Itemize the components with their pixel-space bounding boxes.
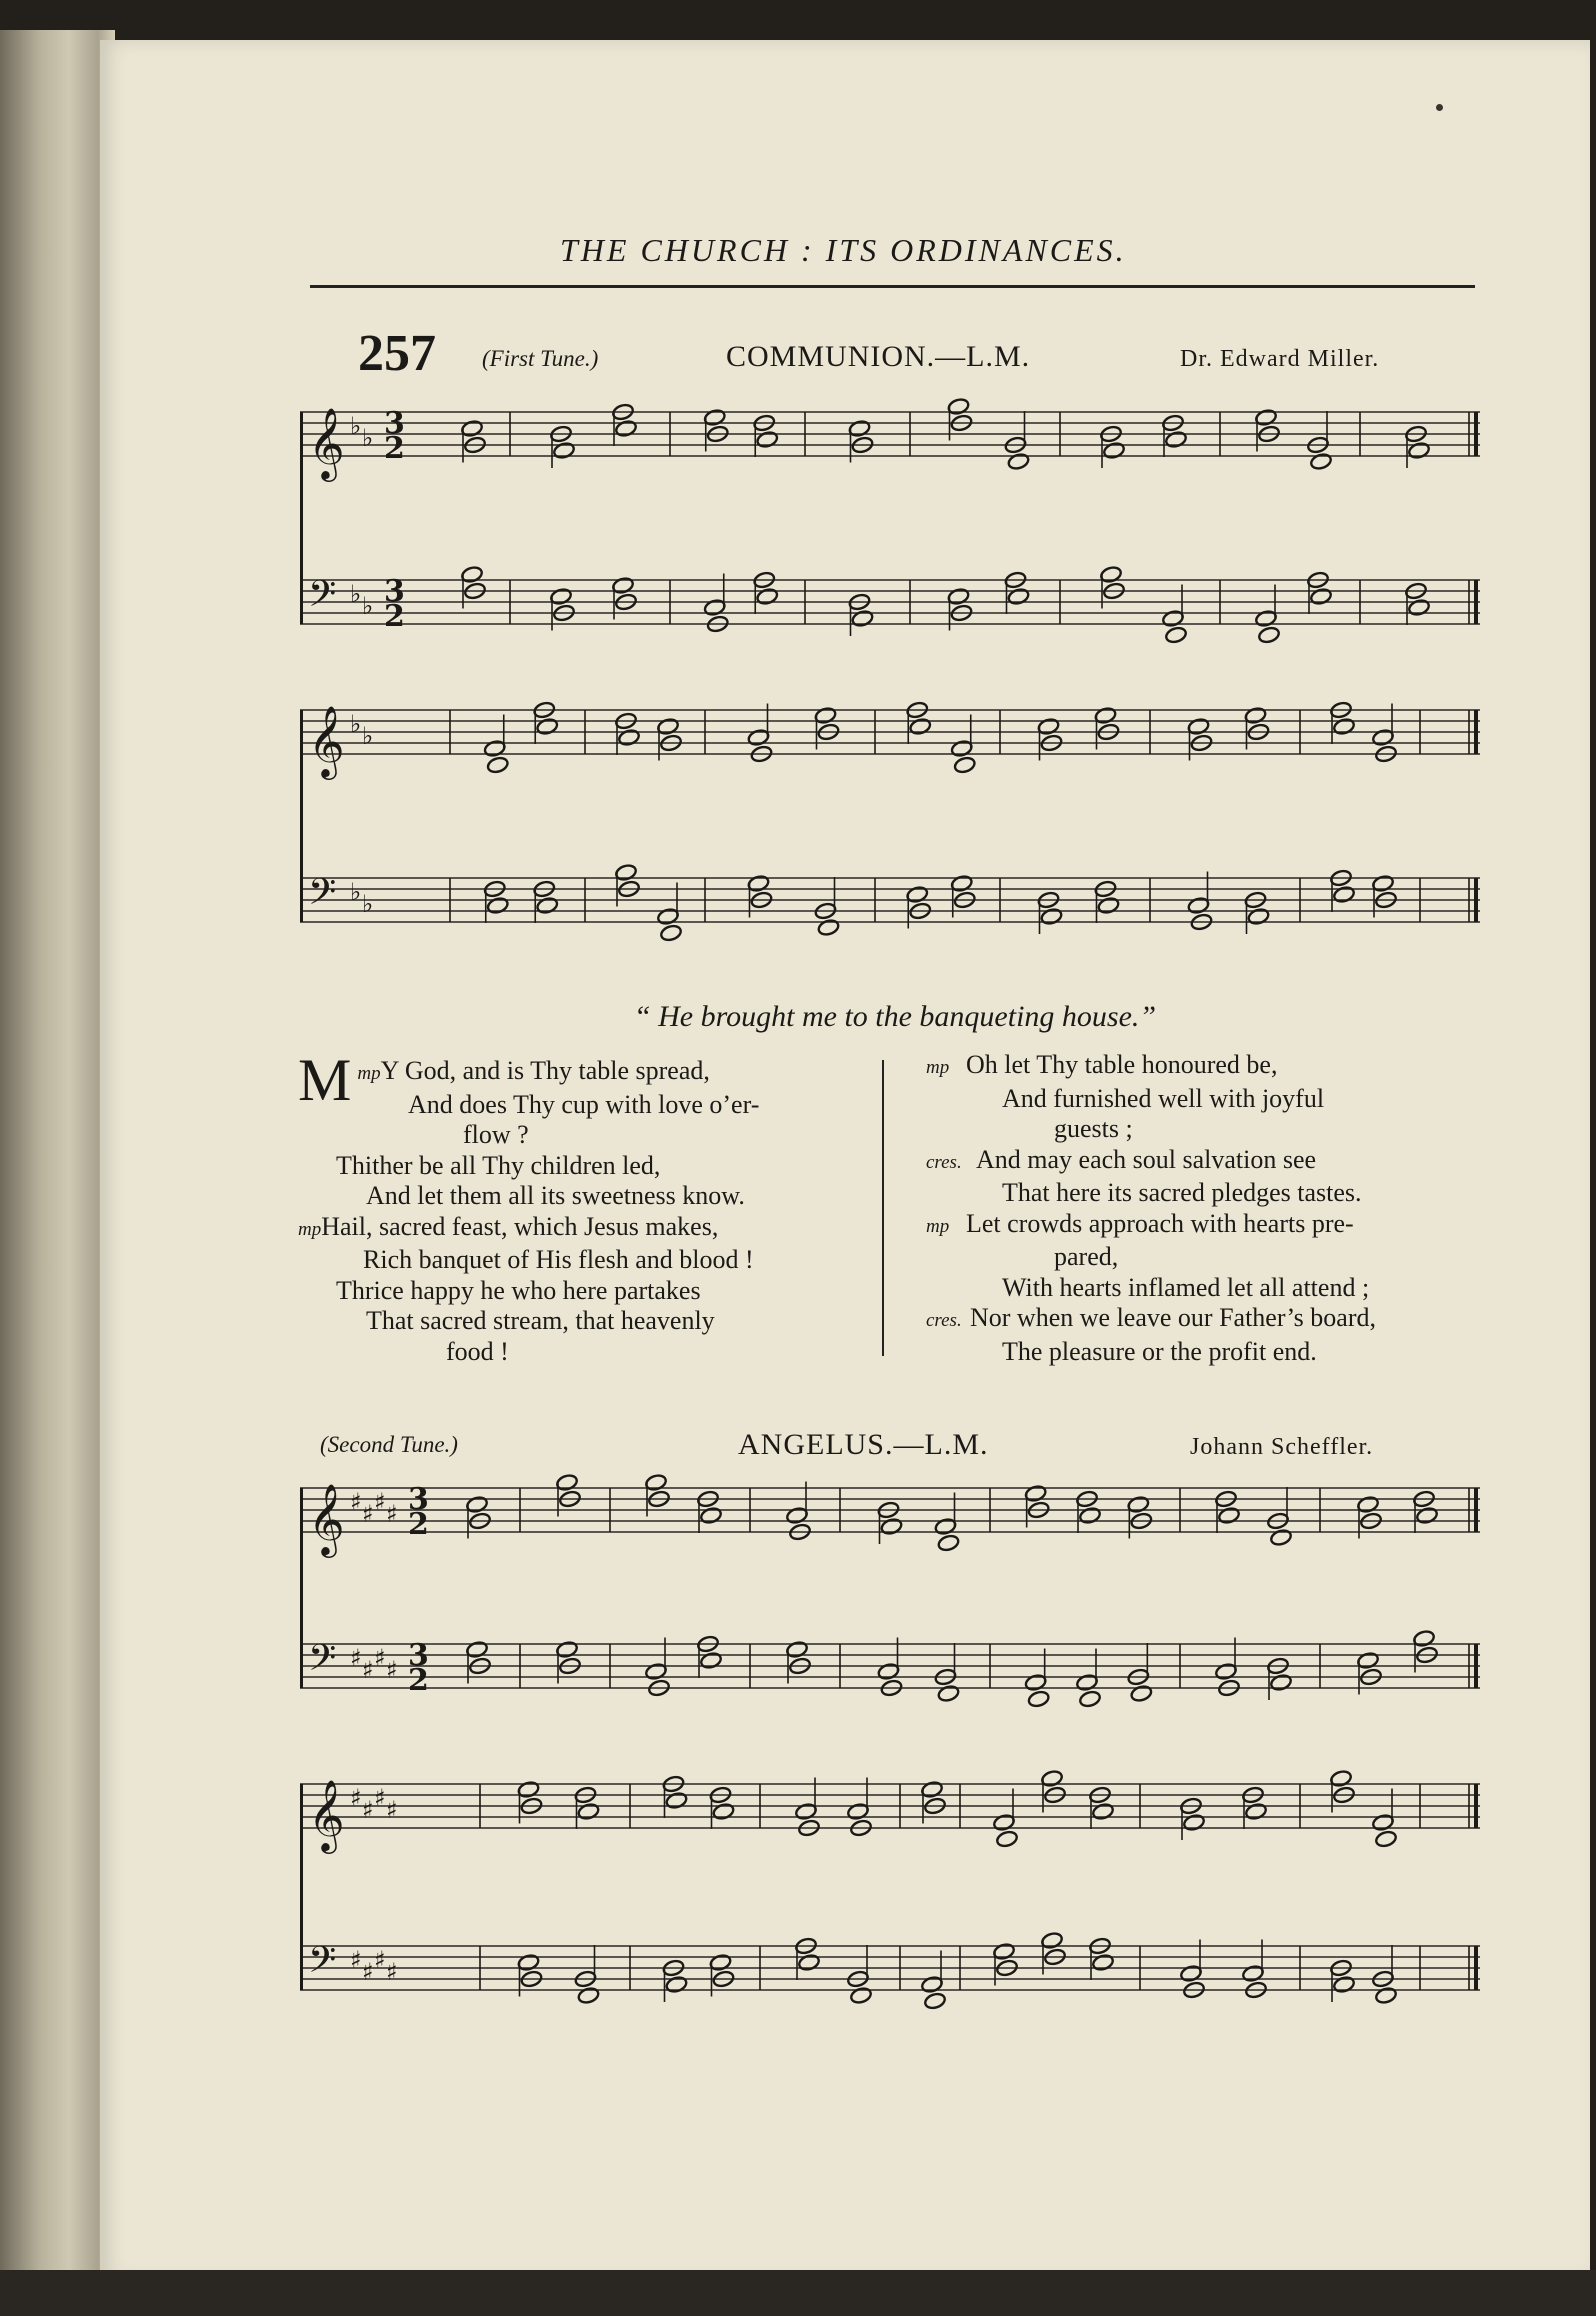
note-head <box>1244 706 1267 725</box>
sharp-sign-icon: ♯ <box>350 1946 362 1974</box>
note-head <box>747 728 770 747</box>
time-signature-top: 3 <box>408 1482 429 1517</box>
verse-line: Rich banquet of His flesh and blood ! <box>363 1245 754 1274</box>
note-head <box>1332 717 1355 736</box>
note-head <box>1374 1830 1397 1849</box>
verse-motto: “ He brought me to the banqueting house.” <box>633 1000 1157 1033</box>
note-head <box>614 863 637 882</box>
flat-sign-icon: ♭ <box>350 878 362 906</box>
note-head <box>1091 1953 1114 1972</box>
verse-line: cres. Nor when we leave our Father’s board, <box>926 1303 1376 1337</box>
note-head <box>617 728 640 747</box>
note-head <box>849 1986 872 2005</box>
note-head <box>1332 1975 1355 1994</box>
sharp-sign-icon: ♯ <box>386 1796 398 1824</box>
note-head <box>756 587 779 606</box>
dynamic-marking: mp <box>298 1218 322 1240</box>
note-head <box>950 739 973 758</box>
note-head <box>517 1953 540 1972</box>
note-head <box>1407 441 1430 460</box>
verse-line: food ! <box>446 1336 509 1366</box>
note-head <box>1407 598 1430 617</box>
note-head <box>1040 907 1063 926</box>
note-head <box>1247 907 1270 926</box>
note-head <box>1182 1813 1205 1832</box>
sharp-sign-icon: ♯ <box>386 1656 398 1684</box>
note-head <box>1309 587 1332 606</box>
note-head <box>577 1802 600 1821</box>
sharp-sign-icon: ♯ <box>386 1500 398 1528</box>
time-signature-bottom: 2 <box>384 599 405 634</box>
verses-left-column <box>298 1047 760 1367</box>
note-head <box>950 874 973 893</box>
bass-clef-icon: 𝄢 <box>308 1939 337 1990</box>
flat-sign-icon: ♭ <box>350 412 362 440</box>
flat-sign-icon: ♭ <box>362 722 374 750</box>
verse-line: flow ? <box>463 1120 529 1149</box>
verse-line: guests ; <box>1054 1114 1133 1143</box>
note-head <box>1217 1506 1240 1525</box>
verse-line: cres. And may each soul salvation see <box>926 1145 1376 1179</box>
book-cover-edge <box>0 2270 1596 2316</box>
note-head <box>1164 430 1187 449</box>
note-head <box>1007 587 1030 606</box>
sharp-sign-icon: ♯ <box>374 1488 386 1516</box>
note-head <box>995 1830 1018 1849</box>
note-head <box>1094 706 1117 725</box>
note-head <box>699 1506 722 1525</box>
note-head <box>644 1662 667 1681</box>
note-head <box>1097 896 1120 915</box>
note-head <box>937 1684 960 1703</box>
page-header-title: THE CHURCH : ITS ORDINANCES. <box>560 232 1127 268</box>
note-head <box>920 1780 943 1799</box>
note-head <box>1187 896 1210 915</box>
verse-line: And does Thy cup with love o’er- <box>408 1089 760 1119</box>
note-head <box>1027 1690 1050 1709</box>
note-head <box>1412 1629 1435 1648</box>
note-head <box>797 1953 820 1972</box>
note-head <box>992 1942 1015 1961</box>
note-head <box>1329 1769 1352 1788</box>
verse-line: And let them all its sweetness know. <box>366 1181 745 1210</box>
note-head <box>712 1802 735 1821</box>
drop-cap: M <box>298 1047 352 1113</box>
note-head <box>611 576 634 595</box>
note-head <box>846 1802 869 1821</box>
note-head <box>703 598 726 617</box>
treble-clef-icon: 𝄞 <box>308 704 345 777</box>
page-edge-stack <box>0 30 115 2280</box>
note-head <box>465 1495 488 1514</box>
verse-line: mpHail, sacred feast, which Jesus makes, <box>298 1212 759 1246</box>
verse-line: That sacred stream, that heavenly <box>366 1306 715 1335</box>
verse-line: The pleasure or the profit end. <box>1002 1336 1317 1366</box>
note-head <box>1356 1651 1379 1670</box>
note-head <box>1187 717 1210 736</box>
note-head <box>486 896 509 915</box>
note-head <box>644 1473 667 1492</box>
note-head <box>794 1802 817 1821</box>
note-head <box>1332 885 1355 904</box>
flat-sign-icon: ♭ <box>350 710 362 738</box>
note-head <box>1371 728 1394 747</box>
note-head <box>1374 1986 1397 2005</box>
note-head <box>1244 1802 1267 1821</box>
sharp-sign-icon: ♯ <box>386 1958 398 1986</box>
note-head <box>1269 1528 1292 1547</box>
time-signature-top: 3 <box>408 1638 429 1673</box>
sharp-sign-icon: ♯ <box>362 1796 374 1824</box>
note-head <box>549 587 572 606</box>
note-head <box>1099 565 1122 584</box>
note-head <box>1257 626 1280 645</box>
time-signature-bottom: 2 <box>408 1507 429 1542</box>
bass-clef-icon: 𝄢 <box>308 1637 337 1688</box>
note-head <box>555 1640 578 1659</box>
sharp-sign-icon: ♯ <box>362 1500 374 1528</box>
page-speck <box>1436 104 1443 111</box>
note-head <box>877 1662 900 1681</box>
dynamic-marking: mp <box>926 1215 950 1237</box>
note-head <box>536 717 559 736</box>
note-head <box>1254 609 1277 628</box>
note-head <box>709 1953 732 1972</box>
time-signature-bottom: 2 <box>408 1663 429 1698</box>
note-head <box>699 1651 722 1670</box>
note-head <box>1024 1484 1047 1503</box>
note-head <box>1130 1684 1153 1703</box>
dynamic-marking: cres. <box>926 1310 962 1331</box>
sharp-sign-icon: ♯ <box>374 1784 386 1812</box>
note-head <box>1356 1495 1379 1514</box>
note-head <box>848 419 871 438</box>
note-head <box>536 896 559 915</box>
verse-line: With hearts inflamed let all attend ; <box>1002 1272 1370 1302</box>
verse-line: mp Let crowds approach with hearts pre- <box>926 1209 1376 1243</box>
treble-clef-icon: 𝄞 <box>308 406 345 479</box>
note-head <box>483 739 506 758</box>
note-head <box>1161 609 1184 628</box>
header-rule <box>310 285 1475 288</box>
note-head <box>785 1506 808 1525</box>
note-head <box>1091 1802 1114 1821</box>
note-head <box>937 1534 960 1553</box>
note-head <box>1040 1931 1063 1950</box>
treble-clef-icon: 𝄞 <box>308 1482 345 1555</box>
note-head <box>1371 874 1394 893</box>
note-head <box>1309 452 1332 471</box>
note-head <box>934 1517 957 1536</box>
note-head <box>947 397 970 416</box>
verses-right-column <box>926 1050 1376 1367</box>
note-head <box>906 885 929 904</box>
note-head <box>1040 1769 1063 1788</box>
note-head <box>1254 408 1277 427</box>
dynamic-marking: cres. <box>926 1151 962 1173</box>
note-head <box>785 1640 808 1659</box>
note-head <box>953 756 976 775</box>
second-tune-composer: Johann Scheffler. <box>1190 1434 1374 1460</box>
first-tune-label: (First Tune.) <box>482 346 599 371</box>
verse-line: Thither be all Thy children led, <box>336 1150 661 1180</box>
flat-sign-icon: ♭ <box>362 592 374 620</box>
note-head <box>817 918 840 937</box>
note-head <box>909 717 932 736</box>
note-head <box>756 430 779 449</box>
note-head <box>1371 1813 1394 1832</box>
note-head <box>659 924 682 943</box>
note-head <box>665 1975 688 1994</box>
note-head <box>1241 1964 1264 1983</box>
note-head <box>465 1640 488 1659</box>
flat-sign-icon: ♭ <box>350 580 362 608</box>
note-head <box>1179 1964 1202 1983</box>
note-head <box>1214 1662 1237 1681</box>
verse-line: Thrice happy he who here partakes <box>336 1275 701 1305</box>
note-head <box>460 419 483 438</box>
verse-line: That here its sacred pledges tastes. <box>1002 1178 1362 1207</box>
sharp-sign-icon: ♯ <box>350 1644 362 1672</box>
sharp-sign-icon: ♯ <box>350 1488 362 1516</box>
verse-line: mp Oh let Thy table honoured be, <box>926 1050 1376 1084</box>
note-head <box>577 1986 600 2005</box>
note-head <box>1127 1495 1150 1514</box>
note-head <box>814 706 837 725</box>
note-head <box>614 419 637 438</box>
note-head <box>555 1473 578 1492</box>
note-head <box>851 609 874 628</box>
note-head <box>656 717 679 736</box>
note-head <box>1037 717 1060 736</box>
note-head <box>1024 1673 1047 1692</box>
note-head <box>1075 1673 1098 1692</box>
note-head <box>665 1791 688 1810</box>
column-divider <box>882 1060 884 1356</box>
flat-sign-icon: ♭ <box>362 424 374 452</box>
note-head <box>920 1975 943 1994</box>
note-head <box>1078 1506 1101 1525</box>
note-head <box>747 874 770 893</box>
note-head <box>703 408 726 427</box>
note-head <box>1164 626 1187 645</box>
note-head <box>1007 452 1030 471</box>
sharp-sign-icon: ♯ <box>374 1946 386 1974</box>
verse-line: And furnished well with joyful <box>1002 1083 1325 1113</box>
sharp-sign-icon: ♯ <box>374 1644 386 1672</box>
first-tune-name: COMMUNION.—L.M. <box>726 340 1031 373</box>
first-tune-composer: Dr. Edward Miller. <box>1180 346 1380 372</box>
verse-line: mp M Y God, and is Thy table spread, <box>298 1047 710 1113</box>
note-head <box>880 1517 903 1536</box>
bass-clef-icon: 𝄢 <box>308 871 337 922</box>
dynamic-marking: mp <box>926 1057 950 1078</box>
note-head <box>656 907 679 926</box>
second-tune-label: (Second Tune.) <box>320 1432 458 1457</box>
sharp-sign-icon: ♯ <box>350 1784 362 1812</box>
time-signature-top: 3 <box>384 406 405 441</box>
note-head <box>1269 1673 1292 1692</box>
note-head <box>517 1780 540 1799</box>
bass-clef-icon: 𝄢 <box>308 573 337 624</box>
note-head <box>992 1813 1015 1832</box>
time-signature-top: 3 <box>384 574 405 609</box>
flat-sign-icon: ♭ <box>362 890 374 918</box>
sharp-sign-icon: ♯ <box>362 1656 374 1684</box>
treble-clef-icon: 𝄞 <box>308 1778 345 1851</box>
sharp-sign-icon: ♯ <box>362 1958 374 1986</box>
note-head <box>1102 441 1125 460</box>
hymn-number: 257 <box>358 325 436 382</box>
note-head <box>1415 1506 1438 1525</box>
note-head <box>947 587 970 606</box>
note-head <box>486 756 509 775</box>
dynamic-marking: mp <box>357 1063 381 1084</box>
note-head <box>460 565 483 584</box>
time-signature-bottom: 2 <box>384 431 405 466</box>
verse-line: pared, <box>1054 1242 1119 1271</box>
second-tune-name: ANGELUS.—L.M. <box>738 1428 989 1461</box>
note-head <box>1078 1690 1101 1709</box>
note-head <box>923 1992 946 2011</box>
note-head <box>552 441 575 460</box>
